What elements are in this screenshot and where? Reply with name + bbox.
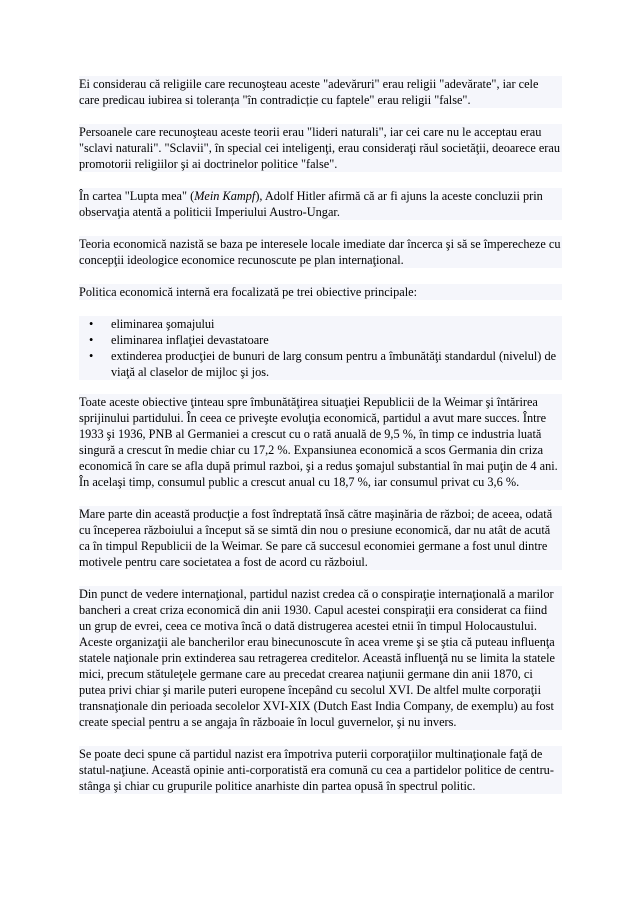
objectives-list bbox=[79, 316, 562, 380]
mein-kampf-text-after: ), Adolf Hitler afirmă că ar fi ajuns la aceste concluzii prin observaţia atentă a politicii Imperiului Austro-Ungar. bbox=[79, 189, 543, 219]
mein-kampf-text-before: În cartea "Lupta mea" ( bbox=[79, 189, 195, 203]
paragraph-objectives-intro: Politica economică internă era focalizată pe trei obiective principale: bbox=[79, 284, 562, 300]
paragraph-economic-success: Toate aceste obiective ţinteau spre îmbunătăţirea situaţiei Republicii de la Weimar şi întărirea sprijinului partidului. În ceea ce priveşte evoluţia economică, partidul a avut mare succes. Între 1933 şi 1936, PNB al Germaniei a crescut cu o rată anuală de 9,5 %, în timp ce industria luată singură a crescut în medie chiar cu 17,2 %. Expansiunea economică a scos Germania din criza economică în care se afla după primul razboi, şi a redus şomajul substantial în mai puţin de 4 ani. În acelaşi timp, consumul public a crescut anual cu 18,7 %, iar consumul privat cu 3,6 %. bbox=[79, 394, 562, 490]
paragraph-religions: Ei considerau că religiile care recunoşteau aceste "adevăruri" erau religii "adevărate", iar cele care predicau iubirea si toleranța "în contradicție cu faptele" erau religii "false". bbox=[79, 76, 562, 108]
list-item: • eliminarea şomajului bbox=[79, 316, 562, 332]
list-item: • eliminarea inflaţiei devastatoare bbox=[79, 332, 562, 348]
paragraph-mein-kampf bbox=[79, 188, 562, 220]
paragraph-war-production: Mare parte din această producţie a fost îndreptată însă către maşinăria de război; de aceea, odată cu începerea războiului a început să se simtă din nou o presiune economică, dar nu atât de acută ca în timpul Republicii de la Weimar. Se pare că succesul economiei germane a fost unul dintre motivele pentru care societatea a fost de acord cu războiul. bbox=[79, 506, 562, 570]
mein-kampf-title: Mein Kampf bbox=[194, 189, 256, 203]
paragraph-economic-theory: Teoria economică nazistă se baza pe interesele locale imediate dar încerca şi să se împerecheze cu concepţii ideologice economice recunoscute pe plan internaţional. bbox=[79, 237, 561, 267]
paragraph-natural-leaders: Persoanele care recunoşteau aceste teorii erau "lideri naturali", iar cei care nu le acceptau erau "sclavi naturali". "Sclavii", în special cei inteligenţi, erau consideraţi răul societăţii, deoarece erau promotorii religiilor şi ai doctrinelor politice "false". bbox=[79, 125, 561, 171]
paragraph-international-conspiracy: Din punct de vedere internaţional, partidul nazist credea că o conspiraţie internaţională a marilor bancheri a creat criza economică din anii 1930. Capul acestei conspiraţii era considerat ca fiind un grup de evrei, ceea ce motiva încă o dată distrugerea acestei etnii în timpul Holocaustului. Aceste organizaţii ale bancherilor erau binecunoscute în acea vreme şi se ştia că puteau influenţa statele naţionale prin extinderea sau retragerea creditelor. Această influenţă nu se limita la statele mici, precum stătuleţele germane care au precedat crearea naţiunii germane din anii 1870, ci putea privi chiar şi marile puteri europene începând cu secolul XVI. De altfel multe corporaţii transnaţionale din perioada secolelor XVI-XIX (Dutch East India Company, de exemplu) au fost create special pentru a se angaja în războaie în locul guvernelor, şi nu invers. bbox=[79, 586, 562, 730]
document-page bbox=[79, 76, 562, 810]
list-item: • extinderea producţiei de bunuri de larg consum pentru a îmbunătăţi standardul (nivelul) de viaţă al claselor de mijloc şi jos. bbox=[79, 348, 562, 380]
paragraph-anti-corporatism: Se poate deci spune că partidul nazist era împotriva puterii corporaţiilor multinaţionale faţă de statul-naţiune. Această opinie anti-corporatistă era comună cu cea a partidelor politice de centru-stânga şi chiar cu grupurile politice anarhiste din partea opusă în spectrul politic. bbox=[79, 746, 562, 794]
